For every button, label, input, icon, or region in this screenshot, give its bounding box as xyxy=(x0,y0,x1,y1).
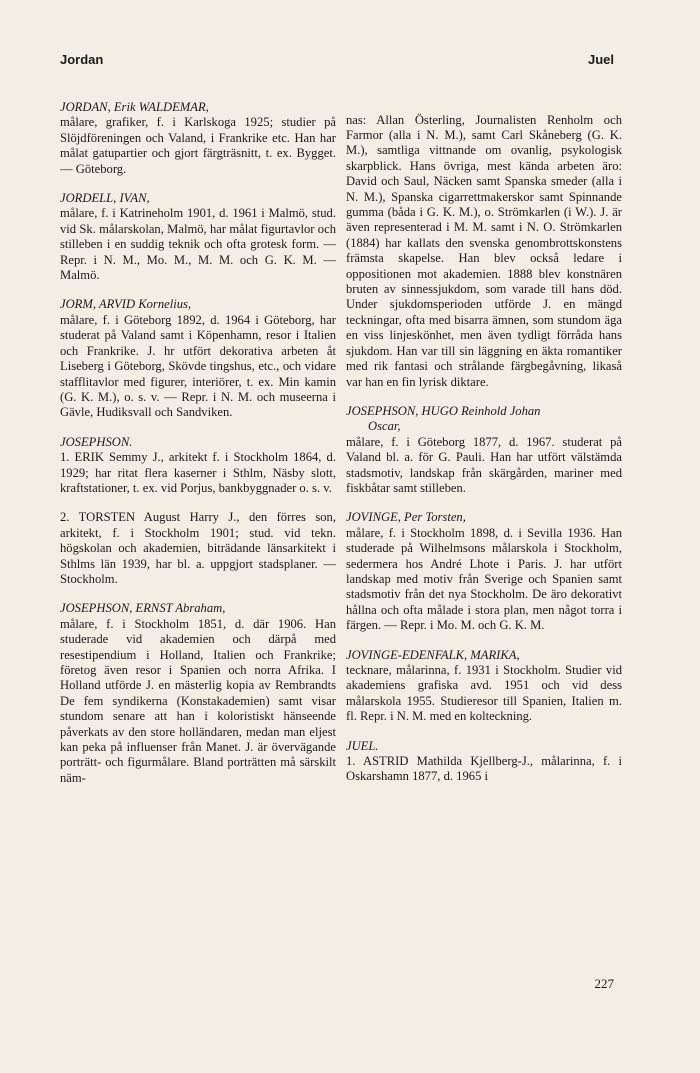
entry-juel xyxy=(346,739,622,785)
entry-body: nas: Allan Österling, Journalisten Renholm och Farmor (alla i N. M.), samt Carl Skåneberg (G. K. M.), samtliga vittnande om ovanlig, psykologisk skarpblick. Hans övriga, mest kända arbeten äro: David och Saul, Näcken samt Spanska smeder (alla i N. M.), Spanska cigarrettmakerskor samt Spinnande gumma (båda i G. K. M.), o. Strömkarlen (i W.). J. är även representerad i M. M. samt i N. O. Strömkarlen (1884) har kallats den svenska genombrottskonstens främsta skapelse. Han blev också ledare i oppositionen mot akademien. 1888 blev konstnären bruten av sinnessjukdom, som varade till hans död. Under sjukdomsperioden utförde J. en mängd teckningar, ofta med bisarra ämnen, som stundom äga en viss linjeskönhet, men även tydligt förråda hans sjukdom. Han var till sin läggning en äkta romantiker med rik fantasi och strålande färgbegåvning, likaså var han en fin lyrisk diktare. xyxy=(346,112,622,389)
entry-body: tecknare, målarinna, f. 1931 i Stockholm. Studier vid akademiens grafiska avd. 1951 och vid dess målarskola 1955. Studieresor till Spanien, Italien m. fl. Repr. i N. M. med en kolteckning. xyxy=(346,663,622,724)
running-head-left: Jordan xyxy=(60,52,104,67)
entry-heading: JORDAN, Erik WALDEMAR, xyxy=(60,100,209,114)
entry-josephson-hugo xyxy=(346,404,622,496)
entry-josephson-torsten xyxy=(60,510,336,587)
entry-heading: JOSEPHSON. xyxy=(60,434,133,449)
entry-josephson-erik xyxy=(60,435,336,497)
entry-body: 1. ERIK Semmy J., arkitekt f. i Stockholm 1864, d. 1929; har ritat flera kaserner i Sthlm, Näsby slott, kraftstationer, t. ex. vid Porjus, bankbyggnader o. s. v. xyxy=(60,450,336,495)
entry-heading: JORDELL, IVAN, xyxy=(60,191,150,206)
entry-jorm xyxy=(60,297,336,420)
entry-body: målare, f. i Katrineholm 1901, d. 1961 i Malmö, stud. vid Sk. målarskolan, Malmö, har målat figurtavlor och stilleben i en suddig teknik och ofta grotesk form. — Repr. i N. M., Mo. M., M. M. och G. K. M. — Malmö. xyxy=(60,206,336,283)
entry-jovinge xyxy=(346,510,622,633)
entry-heading: JOSEPHSON, HUGO Reinhold Johan xyxy=(346,403,541,418)
entry-body: målare, grafiker, f. i Karlskoga 1925; studier på Slöjdföreningen och Valand, i Frankrike etc. Han har målat gatupartier och gjort färgträsnitt, t. ex. Bygget. — Göteborg. xyxy=(60,115,336,176)
entry-body: målare, f. i Göteborg 1877, d. 1967. studerat på Valand bl. a. för G. Pauli. Han har utfört välstämda stadsmotiv, landskap från skärgården, mariner med fiskbåtar samt stilleben. xyxy=(346,434,622,495)
running-head-right: Juel xyxy=(587,52,614,67)
entry-jordell xyxy=(60,191,336,283)
entry-josephson-ernst xyxy=(60,601,336,786)
entry-heading: JOVINGE-EDENFALK, MARIKA, xyxy=(346,647,520,662)
entry-body: målare, f. i Stockholm 1898, d. i Sevilla 1936. Han studerade på Wilhelmsons målarskola i Stockholm, sedermera hos André Lhote i Paris. J. har utfört landskap med motiv från Sverige och Spanien samt stadsmotiv från det nya Stockholm. De äro dekorativt hållna och ofta målade i stora plan, men något torra i färgen. — Repr. i Mo. M. och G. K. M. xyxy=(346,525,622,633)
entry-heading: JOVINGE, Per Torsten, xyxy=(346,510,466,525)
entry-heading: JORM, ARVID Kornelius, xyxy=(60,297,192,312)
entry-jovinge-edenfalk xyxy=(346,648,622,725)
right-column xyxy=(346,100,622,799)
entry-heading: JUEL. xyxy=(346,738,379,753)
entry-jordan xyxy=(60,100,336,177)
entry-body: målare, f. i Stockholm 1851, d. där 1906. Han studerade vid akademien och därpå med resestipendium i Holland, Italien och Frankrike; företog även resor i Spanien och norra Afrika. I Holland utförde J. en mästerlig kopia av Rembrandts De fem syndikerna (Konstakademien) samt visar stundom senare att han i koloristiskt hänseende påverkats av den store holländaren, medan man eljest kan peka på influenser från Manet. J. är övervägande porträtt- och figurmålare. Bland porträtten må särskilt näm- xyxy=(60,616,336,785)
entry-josephson-ernst-continued xyxy=(346,113,622,390)
left-column xyxy=(60,100,336,800)
entry-body: 1. ASTRID Mathilda Kjellberg-J., målarinna, f. i Oskarshamn 1877, d. 1965 i xyxy=(346,754,622,784)
entry-body: målare, f. i Göteborg 1892, d. 1964 i Göteborg, har studerat på Valand samt i Köpenhamn, resor i Italien och Frankrike. J. hr utfört dekorativa arbeten åt Liseberg i Göteborg, Skövde tingshus, etc., och vidare stafflitavlor med figurer, interiörer, t. ex. Min kamin (G. K. M.), o. s. v. — Repr. i N. M. och museerna i Gävle, Hudiksvall och Sandviken. xyxy=(60,312,336,420)
entry-heading-continued: Oscar, xyxy=(368,419,401,434)
page-number: 227 xyxy=(594,976,614,991)
entry-body: 2. TORSTEN August Harry J., den förres son, arkitekt, f. i Stockholm 1901; stud. vid tekn. högskolan och akademien, biträdande länsarkitekt i Sthlms län 1939, har bl. a. uppgjort stadsplaner. — Stockholm. xyxy=(60,510,336,586)
entry-heading: JOSEPHSON, ERNST Abraham, xyxy=(60,601,226,616)
